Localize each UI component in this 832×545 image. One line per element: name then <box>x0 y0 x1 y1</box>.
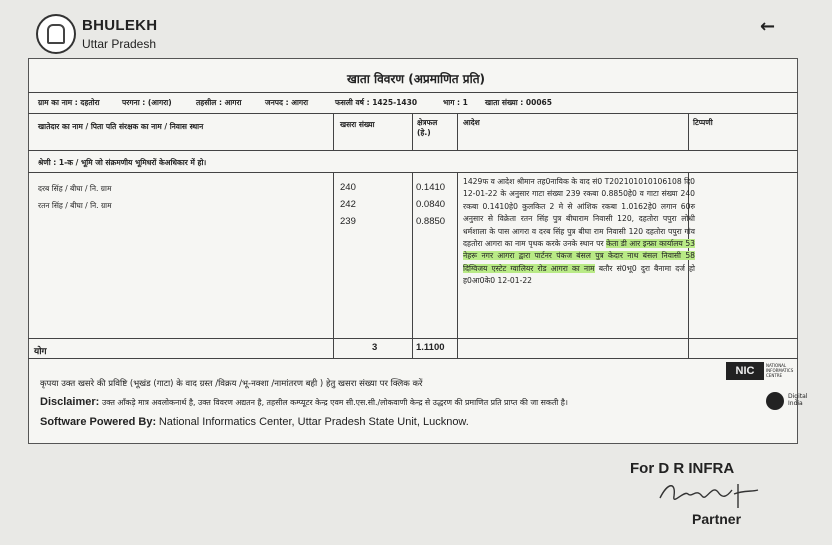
col-owner: खातेदार का नाम / पिता पति संरक्षक का नाम / निवास स्थान <box>38 122 204 131</box>
nic-logo: NIC NATIONAL INFORMATICS CENTRE <box>726 362 792 380</box>
area-value: 0.0840 <box>416 199 446 210</box>
meta-bhag: भाग : 1 <box>443 98 468 107</box>
meta-district: जनपद : आगरा <box>265 98 309 107</box>
highlighted-text: केता डी आर इन्फ्रा कार्यालय 53 नेहरू नगर आगरा द्वारा पार्टनर पंकज बंसल पुत्र केदार नाथ बंसल निवासी 58 दिग्विजय एस्टेट ग्वालियर रोड आगरा का नाम <box>463 239 695 273</box>
brand-subtitle: Uttar Pradesh <box>82 37 157 51</box>
signature-icon <box>654 478 764 512</box>
arrow-left-icon[interactable]: ← <box>760 16 776 37</box>
total-area: 1.1100 <box>416 342 445 353</box>
stamp-company: For D R INFRA <box>630 460 735 477</box>
meta-village: ग्राम का नाम : दहतोरा <box>38 98 100 107</box>
col-khasra[interactable]: खसरा संख्या <box>340 120 375 129</box>
meta-pargana: परगना : (आगरा) <box>122 98 172 107</box>
meta-khata: खाता संख्या : 00065 <box>485 98 552 107</box>
col-order: आदेश <box>463 118 480 127</box>
meta-fasli: फसली वर्ष : 1425-1430 <box>335 98 418 107</box>
click-note: कृपया उक्त खसरे की प्रविष्टि (भूखंड (गाटा) के वाद ग्रस्त /विक्रय /भू-नक्शा /नामांतरण बही ) हेतु खसरा संख्या पर क्लिक करें <box>40 379 423 389</box>
khasra-link[interactable]: 242 <box>340 199 356 210</box>
owner-2: रतन सिंह / बीघा / नि. ग्राम <box>38 201 112 210</box>
app-header <box>0 0 832 58</box>
brand-title: BHULEKH <box>82 17 158 34</box>
document-title: खाता विवरण (अप्रमाणित प्रति) <box>346 72 486 86</box>
owner-1: दरब सिंह / बीघा / नि. ग्राम <box>38 184 112 193</box>
divider <box>28 92 798 93</box>
total-label: योग <box>34 347 47 357</box>
area-value: 0.1410 <box>416 182 446 193</box>
col-remark: टिप्पणी <box>693 118 713 127</box>
col-area: क्षेत्रफल (हे.) <box>417 118 438 137</box>
area-value: 0.8850 <box>416 216 446 227</box>
order-text: 1429फ व आदेश श्रीमान तह0नायिक के वाद सं0 T202101010106108 दि0 12-01-22 के अनुसार गाटा संख्या 239 रकबा 0.8850हे0 व गाटा संख्या 240 रकबा 0.1410हे0 कुलकित 2 मे से आंशिक रकबा 1.0162हे0 लगान 60रु अनुसार से विक्रेता रतन सिंह पुत्र बीघाराम निवासी 120, दहतोरा पपुरा लोधी धर्मशाला के पास आगरा व दरब सिंह पुत्र बीघा राम निवासी 120 दहतोरा पपुरा गांव दहतोरा आगरा का नाम पृथक करके उनके स्थान पर केता डी आर इन्फ्रा कार्यालय 53 नेहरू नगर आगरा द्वारा पार्टनर पंकज बंसल पुत्र केदार नाथ बंसल निवासी 58 दिग्विजय एस्टेट ग्वालियर रोड आगरा का नाम बतौर सं0भू0 दुरा बैनामा दर्ज हो ह0आ0के0 12-01-22 <box>463 177 695 286</box>
meta-tehsil: तहसील : आगरा <box>196 98 242 107</box>
software-credit: Software Powered By: National Informatics Center, Uttar Pradesh State Unit, Lucknow. <box>40 416 469 428</box>
disclaimer: Disclaimer: उक्त आँकड़े मात्र अवलोकनार्थ है, उक्त विवरण अद्यतन है, तहसील कम्प्यूटर केन्द्र एवम सी.एस.सी./लोकवाणी केन्द्र से उद्धरण की प्रमाणित प्रति प्राप्त की जा सकती है। <box>40 396 568 408</box>
khasra-link[interactable]: 239 <box>340 216 356 227</box>
category-label: श्रेणी : 1-क / भूमि जो संक्रमणीय भूमिधरों केअधिकार में हो। <box>38 158 207 167</box>
khasra-link[interactable]: 240 <box>340 182 356 193</box>
stamp-role: Partner <box>692 511 742 527</box>
up-emblem-icon <box>36 14 76 54</box>
total-khasra: 3 <box>372 342 378 353</box>
